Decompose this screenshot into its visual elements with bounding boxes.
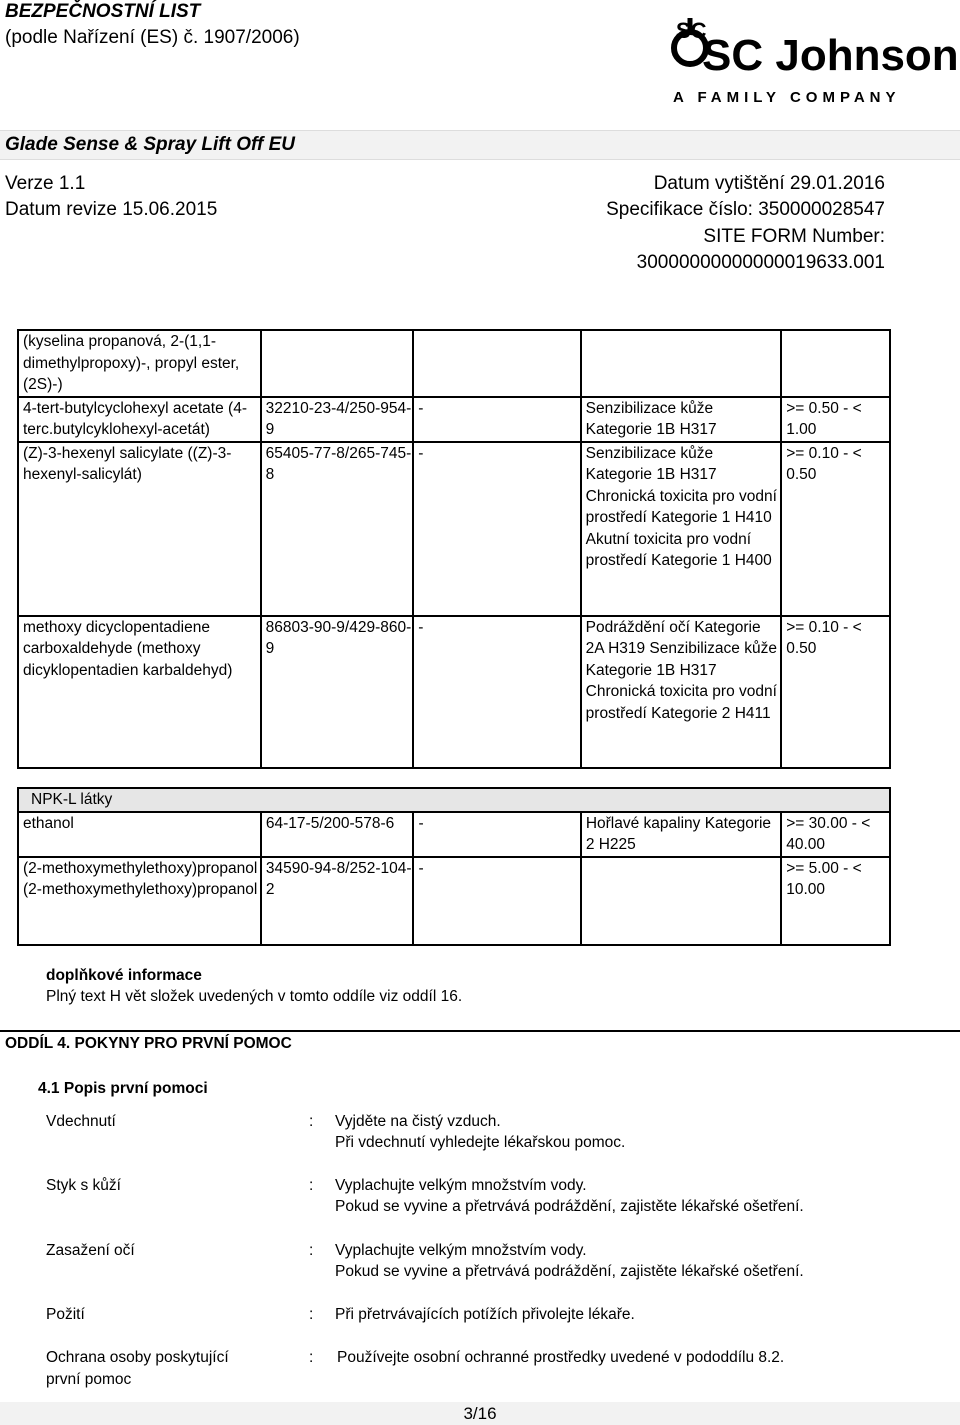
additional-info-heading: doplňkové informace (46, 967, 202, 984)
first-aid-text: Při přetrvávajících potížích přivolejte lékaře. (335, 1306, 635, 1323)
site-form-label: SITE FORM Number: (703, 226, 885, 247)
first-aid-label: Vdechnutí (46, 1113, 116, 1130)
spec-number: Specifikace číslo: 350000028547 (606, 199, 885, 220)
revision-date: Datum revize 15.06.2015 (5, 199, 218, 220)
first-aid-text: Vyplachujte velkým množstvím vody. (335, 1242, 587, 1259)
version: Verze 1.1 (5, 173, 86, 194)
product-name: Glade Sense & Spray Lift Off EU (5, 134, 296, 155)
colon: : (309, 1349, 314, 1366)
colon: : (309, 1177, 314, 1194)
svg-text:SC: SC (676, 18, 707, 43)
component-name: 4-tert-butylcyclohexyl acetate (4-terc.butylcyklohexyl-acetát) (23, 399, 247, 438)
cas-number: 65405-77-8/265-745-8 (265, 444, 412, 483)
table-row (18, 616, 890, 768)
first-aid-label: Styk s kůží (46, 1177, 121, 1194)
table-row (18, 857, 890, 945)
component-name: ethanol (23, 814, 74, 832)
first-aid-text: Pokud se vyvine a přetrvává podráždění, zajistěte lékařské ošetření. (335, 1263, 804, 1280)
table-row (18, 442, 890, 616)
colon: : (309, 1242, 314, 1259)
cas-number: 34590-94-8/252-104-2 (265, 859, 412, 898)
first-aid-text: Používejte osobní ochranné prostředky uvedené v pododdílu 8.2. (337, 1349, 785, 1366)
dash: - (418, 399, 424, 417)
table-row (18, 330, 890, 397)
section-4-title: ODDÍL 4. POKYNY PRO PRVNÍ POMOC (5, 1035, 292, 1052)
component-name: (kyselina propanová, 2-(1,1-dimethylpropoxy)-, propyl ester, (2S)-) (23, 333, 240, 393)
first-aid-label: Požití (46, 1306, 85, 1323)
dash: - (418, 814, 424, 832)
npk-heading-row (18, 788, 890, 812)
component-name: methoxy dicyclopentadiene carboxaldehyde (methoxy dicyklopentadien karbaldehyd) (23, 618, 233, 679)
page-number: 3/16 (463, 1404, 497, 1423)
section-4-1-subtitle: 4.1 Popis první pomoci (38, 1080, 208, 1097)
npk-table (17, 787, 891, 946)
site-form-number: 30000000000000019633.001 (636, 252, 885, 273)
npk-heading: NPK-L látky (31, 791, 113, 808)
regulation-reference: (podle Nařízení (ES) č. 1907/2006) (5, 27, 300, 48)
classification: Senzibilizace kůže Kategorie 1B H317 (585, 399, 717, 438)
concentration: >= 0.10 - < 0.50 (786, 444, 862, 483)
first-aid-label: Zasažení očí (46, 1242, 135, 1259)
logo-tagline: A FAMILY COMPANY (673, 89, 901, 106)
logo-wordmark: SC Johnson (702, 31, 959, 80)
table-row (18, 812, 890, 857)
first-aid-label: Ochrana osoby poskytující první pomoc (46, 1349, 229, 1388)
component-name: (2-methoxymethylethoxy)propanol (2-methoxymethylethoxy)propanol (23, 859, 258, 898)
sc-johnson-logo (668, 8, 959, 108)
colon: : (309, 1306, 314, 1323)
cas-number: 86803-90-9/429-860-9 (265, 618, 412, 657)
additional-info-text: Plný text H vět složek uvedených v tomto oddíle viz oddíl 16. (46, 988, 463, 1005)
cas-number: 32210-23-4/250-954-9 (265, 399, 412, 438)
first-aid-text: Vyjděte na čistý vzduch. (335, 1113, 501, 1130)
section-divider (0, 1030, 960, 1032)
document-title: BEZPEČNOSTNÍ LIST (5, 1, 201, 22)
concentration: >= 0.10 - < 0.50 (786, 618, 862, 657)
dash: - (418, 859, 424, 877)
composition-table (17, 329, 891, 769)
first-aid-text: Vyplachujte velkým množstvím vody. (335, 1177, 587, 1194)
first-aid-text: Pokud se vyvine a přetrvává podráždění, zajistěte lékařské ošetření. (335, 1198, 804, 1215)
print-date: Datum vytištění 29.01.2016 (653, 173, 885, 194)
dash: - (418, 618, 424, 636)
classification: Hořlavé kapaliny Kategorie 2 H225 (585, 814, 772, 853)
classification: Podráždění očí Kategorie 2A H319 Senzibilizace kůže Kategorie 1B H317 Chronická toxicita pro vodní prostředí Kategorie 2 H411 (585, 618, 777, 722)
component-name: (Z)-3-hexenyl salicylate ((Z)-3-hexenyl-salicylát) (23, 444, 232, 483)
dash: - (418, 444, 424, 462)
classification: Senzibilizace kůže Kategorie 1B H317 Chronická toxicita pro vodní prostředí Kategorie 1 H410 Akutní toxicita pro vodní prostředí Kategorie 1 H400 (585, 444, 777, 569)
concentration: >= 30.00 - < 40.00 (786, 814, 871, 853)
concentration: >= 0.50 - < 1.00 (786, 399, 862, 438)
first-aid-text: Při vdechnutí vyhledejte lékařskou pomoc. (335, 1134, 626, 1151)
colon: : (309, 1113, 314, 1130)
cas-number: 64-17-5/200-578-6 (265, 814, 395, 832)
table-row (18, 397, 890, 442)
concentration: >= 5.00 - < 10.00 (786, 859, 862, 898)
